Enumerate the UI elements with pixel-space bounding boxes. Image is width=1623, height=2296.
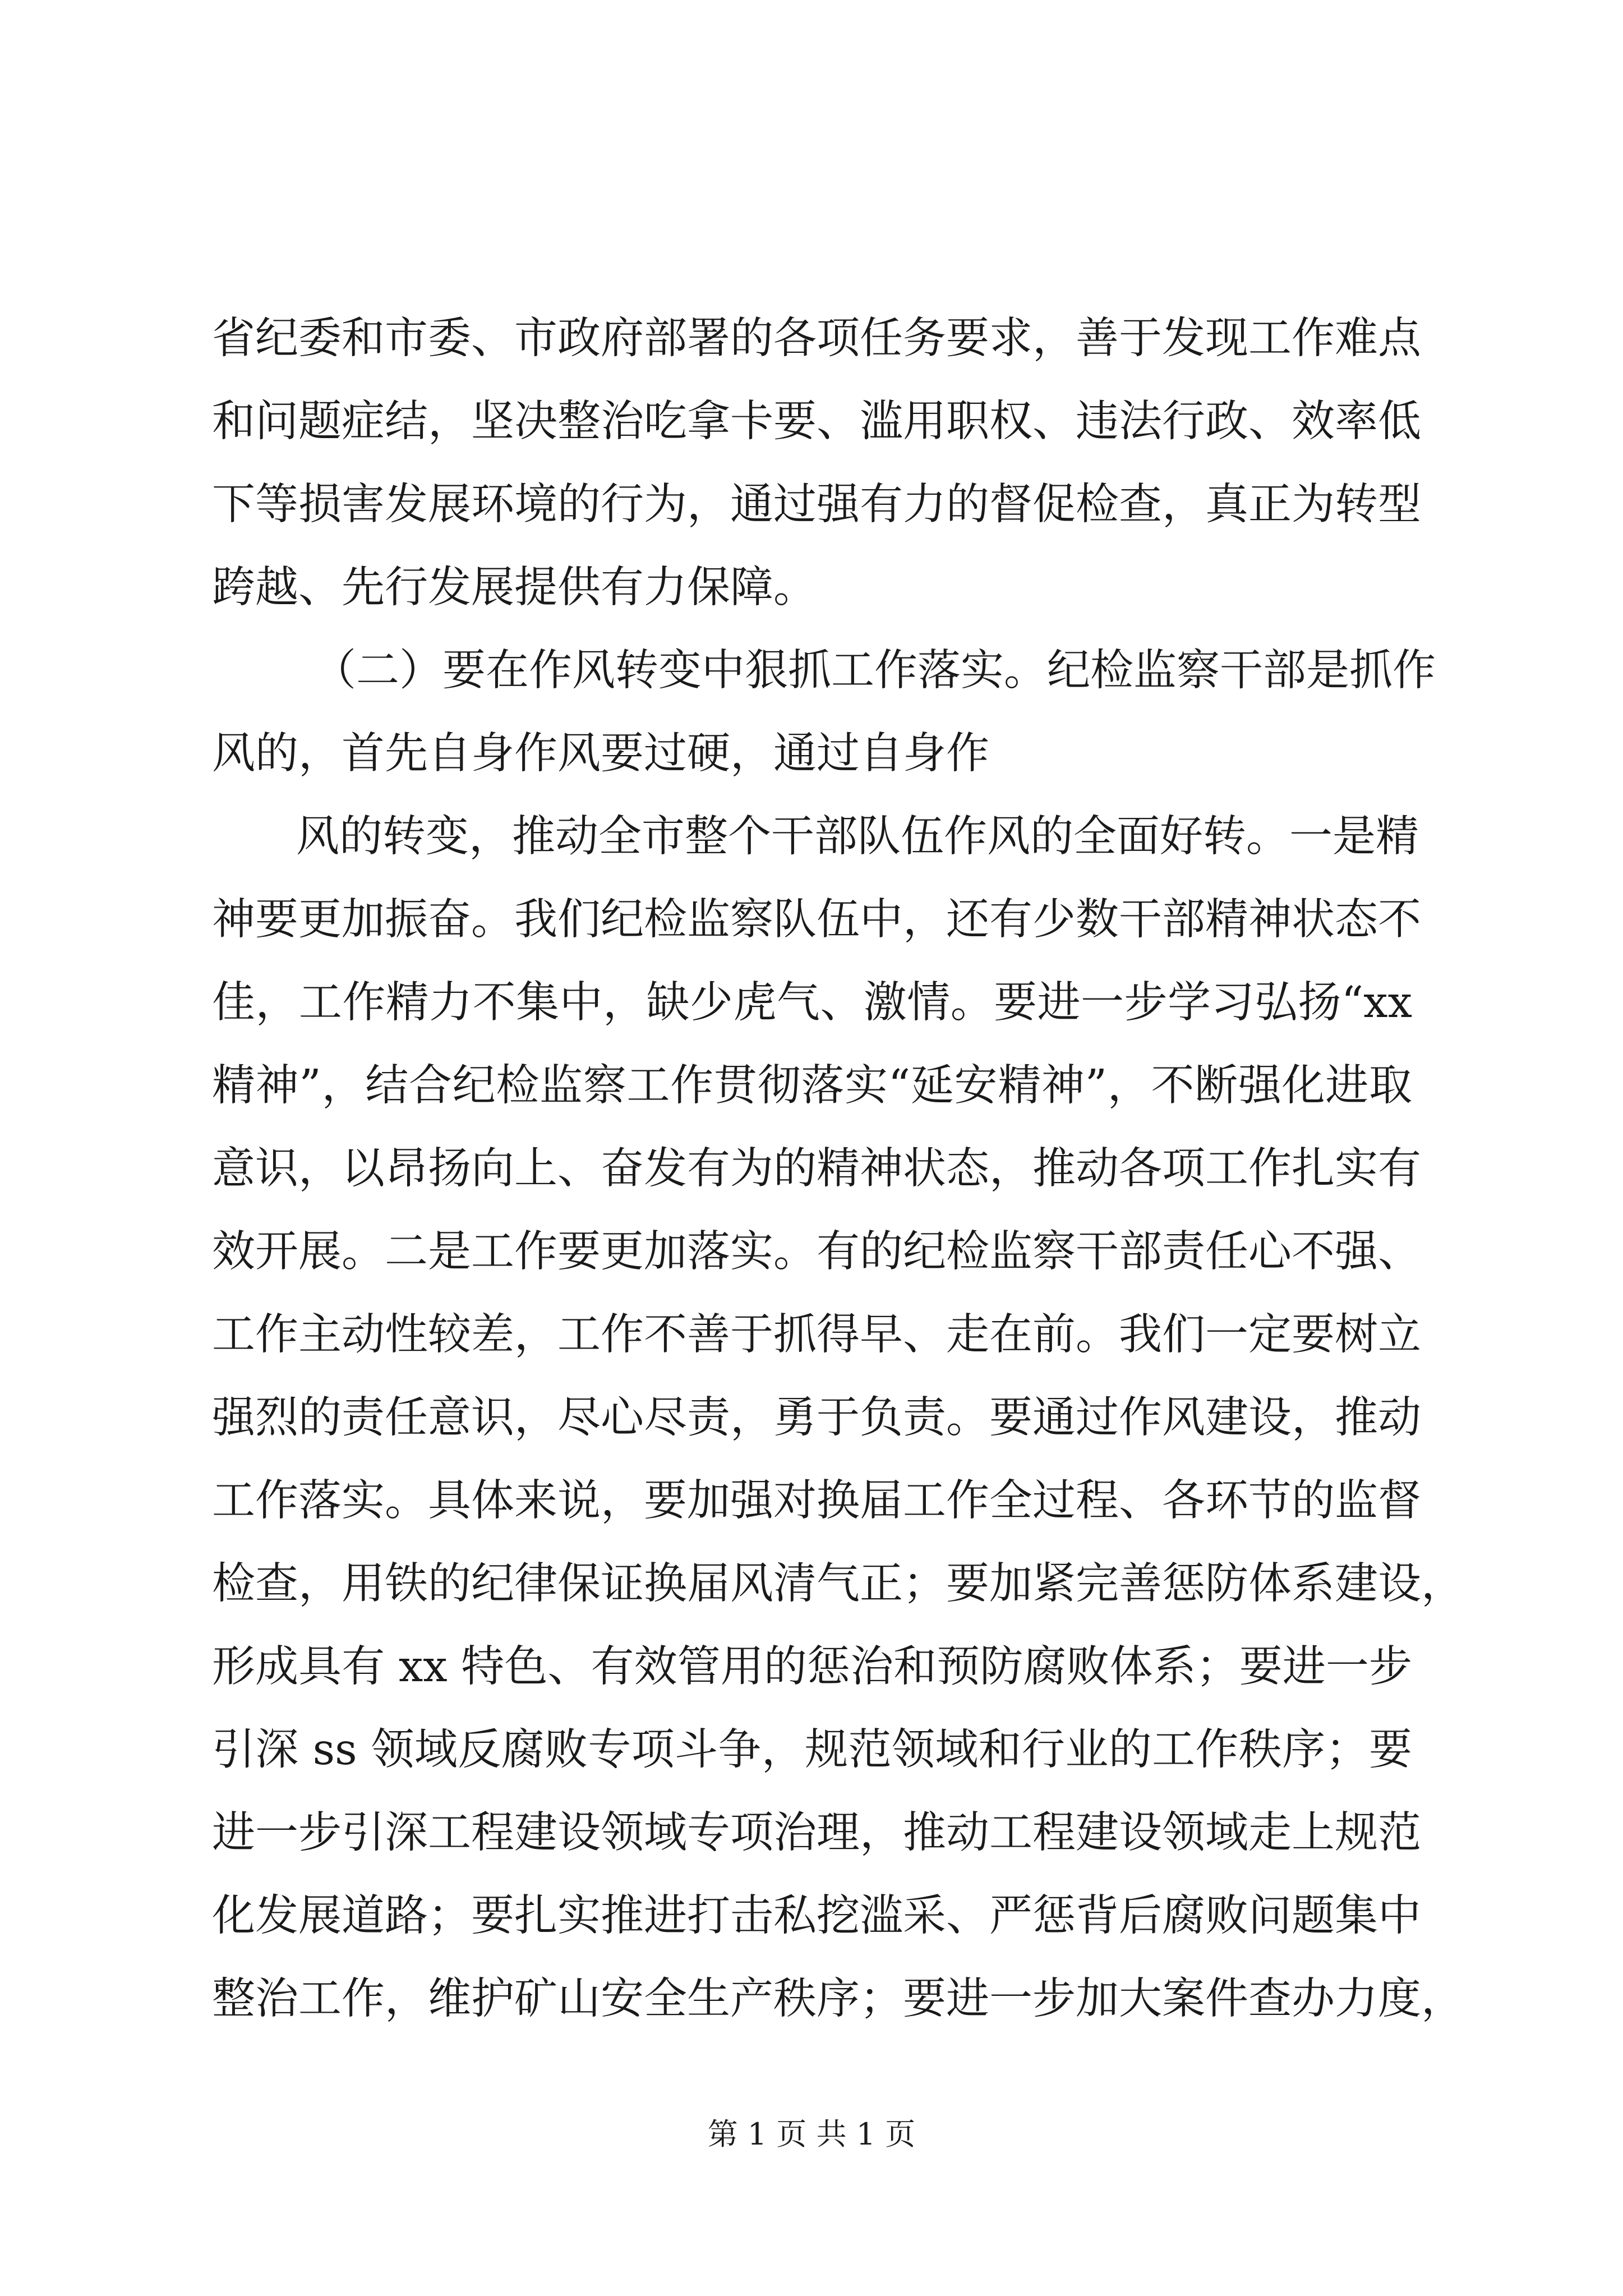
- page-number-label: 第 1 页 共 1 页: [707, 2116, 916, 2152]
- section-heading-line: （二）要在作风转变中狠抓工作落实。纪检监察干部是抓作: [313, 646, 1436, 696]
- text-line: 佳，工作精力不集中，缺少虎气、激情。要进一步学习弘扬“xx: [212, 978, 1412, 1028]
- text-line: 跨越、先行发展提供有力保障。: [212, 563, 817, 613]
- paragraph-start-line: 风的转变，推动全市整个干部队伍作风的全面好转。一是精: [296, 812, 1419, 862]
- text-line: 形成具有 xx 特色、有效管用的惩治和预防腐败体系；要进一步: [212, 1642, 1412, 1692]
- text-line: 效开展。二是工作要更加落实。有的纪检监察干部责任心不强、: [212, 1227, 1421, 1277]
- text-line: 引深 ss 领域反腐败专项斗争，规范领域和行业的工作秩序；要: [212, 1725, 1412, 1775]
- text-line: 下等损害发展环境的行为，通过强有力的督促检查，真正为转型: [212, 480, 1421, 530]
- text-line: 精神”，结合纪检监察工作贯彻落实“延安精神”，不断强化进取: [212, 1061, 1412, 1111]
- document-body: [212, 297, 1464, 2041]
- text-line: 风的，首先自身作风要过硬，通过自身作: [212, 729, 989, 779]
- text-line: 意识，以昂扬向上、奋发有为的精神状态，推动各项工作扎实有: [212, 1144, 1421, 1194]
- text-line: 整治工作，维护矿山安全生产秩序；要进一步加大案件查办力度，: [212, 1974, 1464, 2024]
- text-line: 进一步引深工程建设领域专项治理，推动工程建设领域走上规范: [212, 1808, 1421, 1858]
- text-line: 工作主动性较差，工作不善于抓得早、走在前。我们一定要树立: [212, 1310, 1421, 1360]
- text-line: 工作落实。具体来说，要加强对换届工作全过程、各环节的监督: [212, 1476, 1421, 1526]
- text-line: 化发展道路；要扎实推进打击私挖滥采、严惩背后腐败问题集中: [212, 1891, 1421, 1941]
- text-line: 神要更加振奋。我们纪检监察队伍中，还有少数干部精神状态不: [212, 895, 1421, 945]
- text-line: 和问题症结，坚决整治吃拿卡要、滥用职权、违法行政、效率低: [212, 397, 1421, 447]
- page-footer: [0, 2115, 1623, 2154]
- text-line: 省纪委和市委、市政府部署的各项任务要求，善于发现工作难点: [212, 314, 1421, 364]
- text-line: 检查，用铁的纪律保证换届风清气正；要加紧完善惩防体系建设，: [212, 1559, 1464, 1609]
- text-line: 强烈的责任意识，尽心尽责，勇于负责。要通过作风建设，推动: [212, 1393, 1421, 1443]
